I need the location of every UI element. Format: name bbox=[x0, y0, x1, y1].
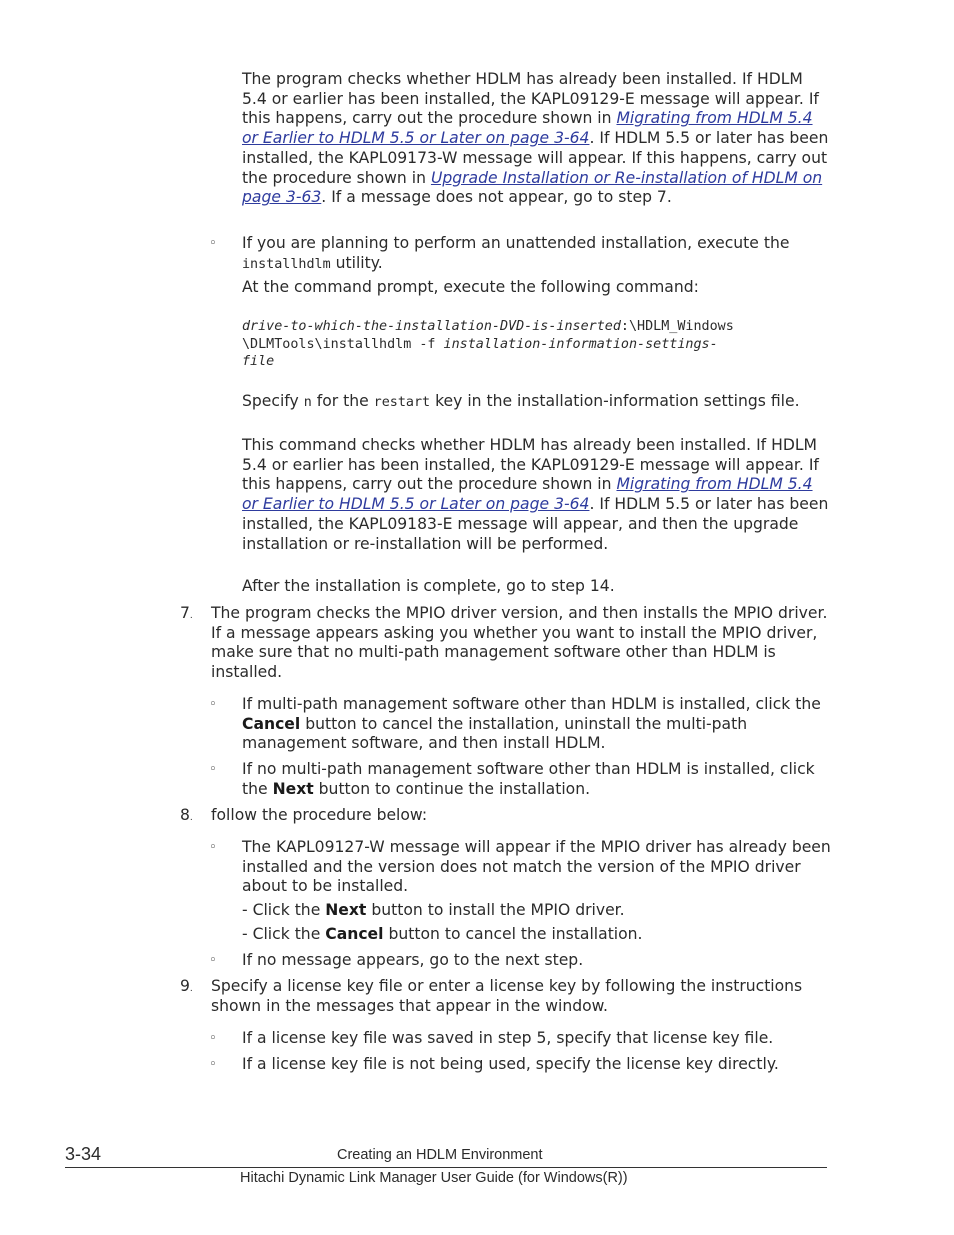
code-n: n bbox=[303, 395, 312, 410]
link-upgrade-installation[interactable]: Upgrade Installation or Re-installation of HDLM on page 3-63 bbox=[242, 168, 823, 207]
footer-chapter-title: Creating an HDLM Environment bbox=[337, 1147, 543, 1163]
step-8-text: follow the procedure below: bbox=[211, 806, 428, 824]
step-8-sub-cancel: - Click the Cancel button to cancel the installation. bbox=[242, 925, 643, 943]
command-block: drive-to-which-the-installation-DVD-is-inserted:\HDLM_Windows \DLMTools\installhdlm -f installation-information-settings- file bbox=[242, 319, 734, 370]
step-8-bullet-no-message: If no message appears, go to the next step. bbox=[242, 951, 584, 969]
paragraph-command-check: This command checks whether HDLM has already been installed. If HDLM 5.4 or earlier has been installed, the KAPL09129-E message will appear. If this happens, carry out the procedure shown in Migrating from HDLM 5.4 or Earlier to HDLM 5.5 or Later on page 3-64. If HDLM 5.5 or later has been installed, the KAPL09183-E message will appear, and then the upgrade installation or re-installation will be performed. bbox=[242, 436, 829, 553]
step-8-sub-next: - Click the Next button to install the MPIO driver. bbox=[242, 901, 625, 919]
step-9-bullet-key-direct: If a license key file is not being used, specify the license key directly. bbox=[242, 1055, 779, 1073]
bullet-icon: ◦ bbox=[209, 953, 217, 968]
step-7-text: The program checks the MPIO driver version, and then installs the MPIO driver. If a message appears asking you whether you want to install the MPIO driver, make sure that no multi-path management software other than HDLM is installed. bbox=[211, 604, 828, 682]
bullet-icon: ◦ bbox=[209, 762, 217, 777]
command-prompt-text: At the command prompt, execute the following command: bbox=[242, 278, 699, 296]
step-7-bullet-cancel: If multi-path management software other than HDLM is installed, click the Cancel button to cancel the installation, uninstall the multi-path management software, and then install HDLM. bbox=[242, 695, 821, 753]
bullet-icon: ◦ bbox=[209, 697, 217, 712]
footer-divider bbox=[65, 1167, 827, 1168]
step-9-text: Specify a license key file or enter a license key by following the instructions shown in the messages that appear in the window. bbox=[211, 977, 803, 1015]
cancel-button-label: Cancel bbox=[325, 925, 384, 943]
bullet-icon: ◦ bbox=[209, 236, 217, 251]
bullet-icon: ◦ bbox=[209, 1031, 217, 1046]
page-number: 3-34 bbox=[65, 1144, 102, 1164]
code-restart: restart bbox=[373, 395, 431, 410]
footer-book-title: Hitachi Dynamic Link Manager User Guide (for Windows(R)) bbox=[240, 1170, 628, 1186]
cancel-button-label: Cancel bbox=[242, 714, 301, 733]
code-installhdlm: installhdlm bbox=[242, 256, 331, 272]
step-number-9: 9. bbox=[180, 977, 193, 995]
bullet-unattended-install: If you are planning to perform an unattended installation, execute the installhdlm utility. bbox=[242, 234, 790, 272]
step-9-bullet-file-saved: If a license key file was saved in step 5, specify that license key file. bbox=[242, 1029, 774, 1047]
step-8-bullet-message: The KAPL09127-W message will appear if the MPIO driver has already been installed and the version does not match the version of the MPIO driver about to be installed. bbox=[242, 838, 831, 896]
bullet-icon: ◦ bbox=[209, 840, 217, 855]
link-migrating-hdlm-2[interactable]: Migrating from HDLM 5.4 or Earlier to HDLM 5.5 or Later on page 3-64 bbox=[242, 475, 813, 514]
next-button-label: Next bbox=[325, 901, 367, 919]
specify-restart-key: Specify n for the restart key in the installation-information settings file. bbox=[242, 392, 800, 410]
paragraph-install-check: The program checks whether HDLM has already been installed. If HDLM 5.4 or earlier has been installed, the KAPL09129-E message will appear. If this happens, carry out the procedure shown in Migrating from HDLM 5.4 or Earlier to HDLM 5.5 or Later on page 3-64. If HDLM 5.5 or later has been installed, the KAPL09173-W message will appear. If this happens, carry out the procedure shown in Upgrade Installation or Re-installation of HDLM on page 3-63. If a message does not appear, go to step 7. bbox=[242, 70, 829, 207]
step-7-bullet-next: If no multi-path management software other than HDLM is installed, click the Next button to continue the installation. bbox=[242, 760, 815, 798]
step-number-7: 7. bbox=[180, 604, 193, 622]
after-install-text: After the installation is complete, go to step 14. bbox=[242, 577, 615, 595]
bullet-icon: ◦ bbox=[209, 1057, 217, 1072]
step-number-8: 8. bbox=[180, 806, 193, 824]
next-button-label: Next bbox=[272, 779, 314, 798]
link-migrating-hdlm[interactable]: Migrating from HDLM 5.4 or Earlier to HDLM 5.5 or Later on page 3-64 bbox=[242, 109, 813, 148]
